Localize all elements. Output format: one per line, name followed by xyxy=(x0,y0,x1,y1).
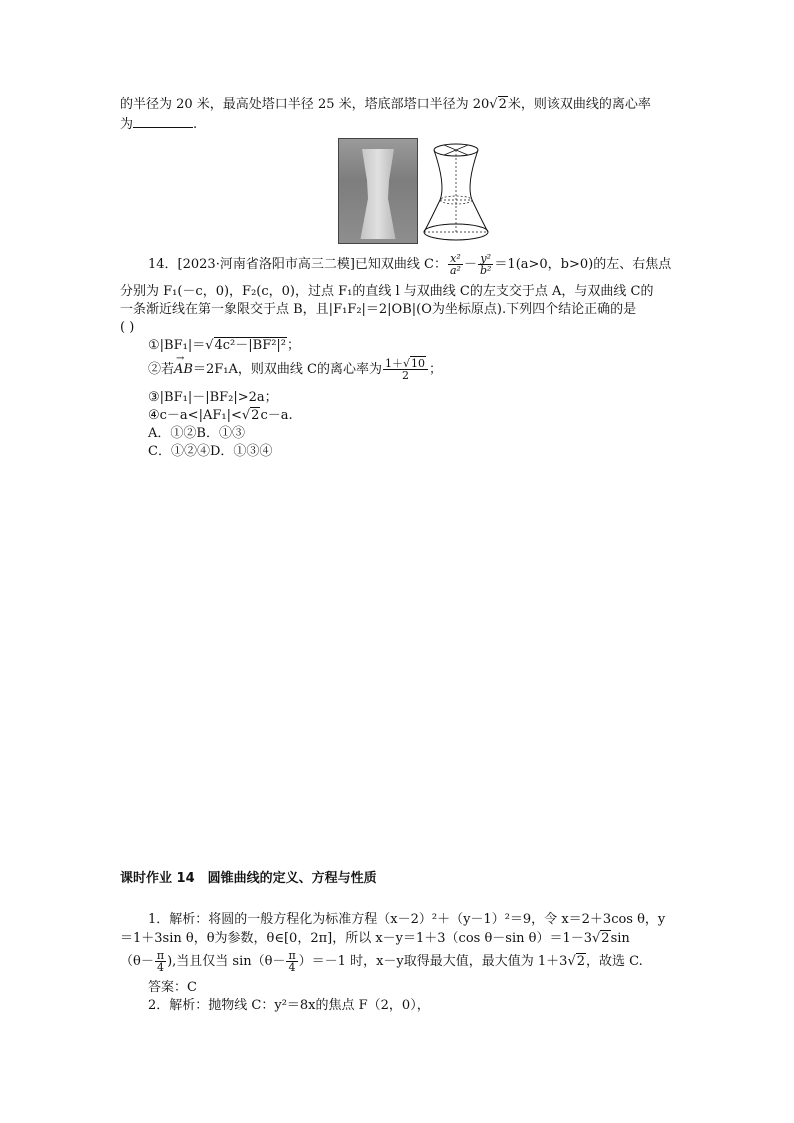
sol2-line1: 2．解析：抛物线 C：y²＝8x的焦点 F（2，0）， xyxy=(148,998,430,1013)
q14-option-3: ③|BF₁|－|BF₂|>2a； xyxy=(148,390,278,405)
q14-choices-ab: A．①②B．①③ xyxy=(148,426,245,441)
q14-line4: ( ) xyxy=(120,320,135,335)
hyperboloid-sketch xyxy=(420,140,492,242)
q14-option-2: ②若 → AB＝2F₁A，则双曲线 C的离心率为 $\frac{1+√10}{2}$ ； xyxy=(148,353,442,382)
q14-option-1: ①|BF₁|＝√4c²－|BF²|²； xyxy=(148,338,301,353)
q14-line1: 14．[2023·河南省洛阳市高三二模]已知双曲线 C： $\frac{\text{x²}}{\text{a²}}$ － $\frac{\text{y²}}{\text{b²}}$ ＝1(a>0，b>0)的左、右焦点 xyxy=(148,252,672,277)
fraction-x2-a2: $\frac{\text{x²}}{\text{a²}}$ xyxy=(449,252,461,277)
q14-option-4: ④c－a<|AF₁|<√2c－a. xyxy=(148,408,293,423)
q14-line2: 分别为 F₁(－c，0)，F₂(c，0)，过点 F₁的直线 l 与双曲线 C的左支交于点 A，与双曲线 C的 xyxy=(120,284,654,299)
q14-choices-cd: C．①②④D．①③④ xyxy=(148,444,273,459)
sol1-line2: ＝1＋3sin θ，θ为参数，θ∈[0，2π]，所以 x－y＝1＋3（cos θ－sin θ）＝1－3√2sin xyxy=(120,931,630,946)
q14-line3: 一条渐近线在第一象限交于点 B，且|F₁F₂|＝2|OB|(O为坐标原点).下列四个结论正确的是 xyxy=(120,302,637,317)
sol1-line1: 1．解析：将圆的一般方程化为标准方程（x－2）²＋（y－1）²＝9，令 x＝2＋3cos θ，y xyxy=(148,912,666,927)
sqrt-2: √2 xyxy=(489,97,507,112)
fraction-eccentricity: $\frac{1+√10}{2}$ xyxy=(383,358,428,381)
answer-blank xyxy=(133,115,193,128)
q13-line1: 的半径为 20 米，最高处塔口半径 25 米，塔底部塔口半径为 20√2米，则该双曲线的离心率 xyxy=(120,97,651,112)
cooling-tower-photo xyxy=(338,138,418,244)
vector-ab: → AB xyxy=(174,353,193,377)
sol1-line3: （θ－ $\frac{\pi}{4}$ ),当且仅当 sin（θ－ $\frac{\pi}{4}$ ）＝－1 时，x－y取得最大值，最大值为 1＋3√2，故选 C. xyxy=(120,949,643,974)
section-title: 课时作业 14 圆锥曲线的定义、方程与性质 xyxy=(120,871,377,886)
sol1-answer: 答案：C xyxy=(148,980,197,995)
fraction-pi-4: $\frac{\pi}{4}$ xyxy=(156,949,165,974)
fraction-y2-b2: $\frac{\text{y²}}{\text{b²}}$ xyxy=(479,252,492,277)
sqrt-expr: √4c²－|BF²|² xyxy=(205,338,287,353)
q13-line2: 为 . xyxy=(120,117,198,132)
